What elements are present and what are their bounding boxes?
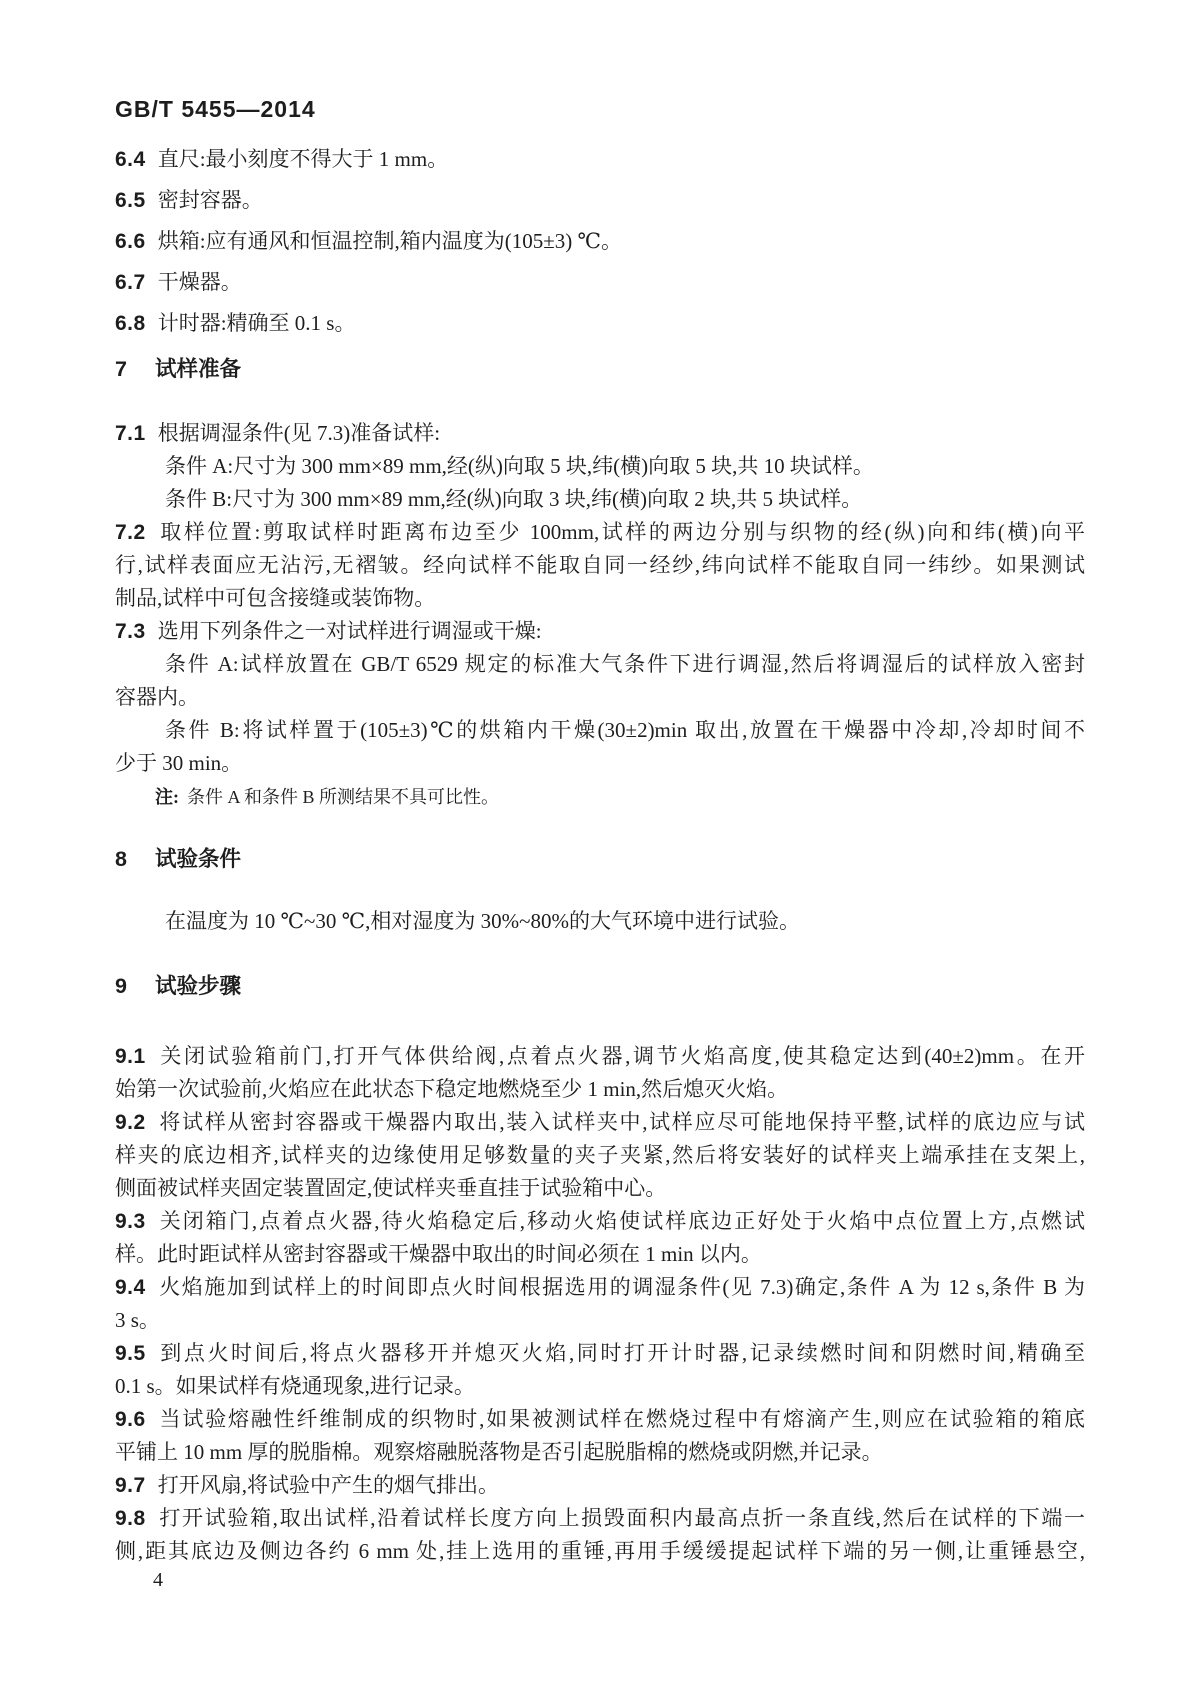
clause-number: 9.2 [115, 1111, 146, 1134]
clause-9-5-line: 0.1 s。如果试样有烧通现象,进行记录。 [115, 1374, 475, 1398]
section-number: 8 [115, 847, 127, 871]
clause-7-1-condition-b: 条件 B:尺寸为 300 mm×89 mm,经(纵)向取 3 块,纬(横)向取 2 块,共 5 块试样。 [165, 487, 863, 511]
clause-7-2-line: 行,试样表面应无沾污,无褶皱。经向试样不能取自同一经纱,纬向试样不能取自同一纬纱。如果测试 [115, 553, 1085, 577]
document-code: GB/T 5455—2014 [115, 96, 316, 122]
section-8-heading [115, 843, 1085, 876]
clause-7-3-condition-b-line: 少于 30 min。 [115, 751, 243, 775]
clause-9-3-line: 样。此时距试样从密封容器或干燥器中取出的时间必须在 1 min 以内。 [115, 1242, 762, 1266]
clause-text: 根据调湿条件(见 7.3)准备试样: [157, 421, 441, 445]
section-number: 9 [115, 974, 127, 998]
clause-number: 9.4 [115, 1276, 146, 1299]
section-7-heading [115, 353, 1085, 386]
clause-7-3-condition-a-line: 条件 A:试样放置在 GB/T 6529 规定的标准大气条件下进行调湿,然后将调湿后的试样放入密封 [165, 652, 1085, 676]
section-title: 试样准备 [154, 357, 241, 381]
clause-9-7 [115, 1469, 1085, 1502]
clause-7-3 [115, 615, 1085, 648]
clause-text: 取样位置:剪取试样时距离布边至少 100mm,试样的两边分别与织物的经(纵)向和纬(横)向平 [157, 520, 1085, 544]
clause-text: 到点火时间后,将点火器移开并熄灭火焰,同时打开计时器,记录续燃时间和阴燃时间,精确至 [157, 1341, 1085, 1365]
clause-text: 关闭试验箱前门,打开气体供给阀,点着点火器,调节火焰高度,使其稳定达到(40±2)mm。在开 [157, 1044, 1085, 1068]
section-number: 7 [115, 357, 127, 381]
clause-text: 打开风扇,将试验中产生的烟气排出。 [157, 1473, 499, 1497]
clause-text: 打开试验箱,取出试样,沿着试样长度方向上损毁面积内最高点折一条直线,然后在试样的下端一 [157, 1506, 1085, 1530]
clause-9-4 [115, 1271, 1085, 1304]
clause-text: 选用下列条件之一对试样进行调湿或干燥: [157, 619, 542, 643]
clause-6-8 [115, 307, 1085, 340]
clause-number: 9.1 [115, 1045, 146, 1068]
clause-6-5 [115, 184, 1085, 217]
clause-9-4-line: 3 s。 [115, 1308, 160, 1332]
clause-9-5 [115, 1337, 1085, 1370]
clause-number: 6.5 [115, 189, 146, 212]
clause-9-8 [115, 1502, 1085, 1535]
clause-9-6-line: 平铺上 10 mm 厚的脱脂棉。观察熔融脱落物是否引起脱脂棉的燃烧或阴燃,并记录。 [115, 1440, 883, 1464]
clause-9-2 [115, 1106, 1085, 1139]
section-9-heading [115, 970, 1085, 1003]
clause-number: 9.7 [115, 1474, 146, 1497]
clause-7-2 [115, 516, 1085, 549]
clause-7-3-condition-b-line: 条件 B:将试样置于(105±3)℃的烘箱内干燥(30±2)min 取出,放置在干燥器中冷却,冷却时间不 [165, 718, 1085, 742]
clause-7-2-line: 制品,试样中可包含接缝或装饰物。 [115, 586, 436, 610]
clause-number: 6.7 [115, 271, 146, 294]
clause-6-4 [115, 143, 1085, 176]
clause-7-1 [115, 417, 1085, 450]
clause-text: 将试样从密封容器或干燥器内取出,装入试样夹中,试样应尽可能地保持平整,试样的底边应与试 [157, 1110, 1085, 1134]
clause-7-3-condition-a-line: 容器内。 [115, 685, 199, 709]
clause-text: 当试验熔融性纤维制成的织物时,如果被测试样在燃烧过程中有熔滴产生,则应在试验箱的箱底 [157, 1407, 1085, 1431]
clause-7-1-condition-a: 条件 A:尺寸为 300 mm×89 mm,经(纵)向取 5 块,纬(横)向取 5 块,共 10 块试样。 [165, 454, 874, 478]
clause-text: 密封容器。 [157, 188, 263, 212]
clause-number: 6.8 [115, 312, 146, 335]
clause-text: 关闭箱门,点着点火器,待火焰稳定后,移动火焰使试样底边正好处于火焰中点位置上方,点燃试 [157, 1209, 1085, 1233]
clause-6-7 [115, 266, 1085, 299]
clause-text: 直尺:最小刻度不得大于 1 mm。 [157, 147, 449, 171]
clause-number: 6.6 [115, 230, 146, 253]
clause-number: 7.2 [115, 521, 146, 544]
clause-text: 烘箱:应有通风和恒温控制,箱内温度为(105±3) ℃。 [157, 229, 623, 253]
note-label: 注: [155, 787, 179, 807]
clause-number: 9.3 [115, 1210, 146, 1233]
section-title: 试验条件 [154, 847, 241, 871]
section-6-equipment-clauses [115, 143, 1085, 340]
clause-number: 9.6 [115, 1408, 146, 1431]
section-8-body: 在温度为 10 ℃~30 ℃,相对湿度为 30%~80%的大气环境中进行试验。 [165, 909, 800, 933]
clause-text: 火焰施加到试样上的时间即点火时间根据选用的调湿条件(见 7.3)确定,条件 A 为 12 s,条件 B 为 [157, 1275, 1085, 1299]
clause-number: 9.5 [115, 1342, 146, 1365]
clause-9-8-line: 侧,距其底边及侧边各约 6 mm 处,挂上选用的重锤,再用手缓缓提起试样下端的另一侧,让重锤悬空, [115, 1539, 1085, 1563]
clause-9-3 [115, 1205, 1085, 1238]
clause-9-1-line: 始第一次试验前,火焰应在此状态下稳定地燃烧至少 1 min,然后熄灭火焰。 [115, 1077, 789, 1101]
clause-9-6 [115, 1403, 1085, 1436]
clause-9-1 [115, 1040, 1085, 1073]
clause-number: 9.8 [115, 1507, 146, 1530]
clause-9-2-line: 侧面被试样夹固定装置固定,使试样夹垂直挂于试验箱中心。 [115, 1176, 667, 1200]
clause-7-3-note [115, 783, 1085, 811]
clause-6-6 [115, 225, 1085, 258]
clause-9-2-line: 样夹的底边相齐,试样夹的边缘使用足够数量的夹子夹紧,然后将安装好的试样夹上端承挂在支架上, [115, 1143, 1085, 1167]
clause-text: 计时器:精确至 0.1 s。 [157, 311, 356, 335]
page-number: 4 [153, 1569, 163, 1591]
clause-text: 干燥器。 [157, 270, 242, 294]
section-title: 试验步骤 [154, 974, 241, 998]
clause-number: 6.4 [115, 148, 146, 171]
clause-number: 7.3 [115, 620, 146, 643]
note-text: 条件 A 和条件 B 所测结果不具可比性。 [187, 787, 500, 807]
clause-number: 7.1 [115, 422, 146, 445]
